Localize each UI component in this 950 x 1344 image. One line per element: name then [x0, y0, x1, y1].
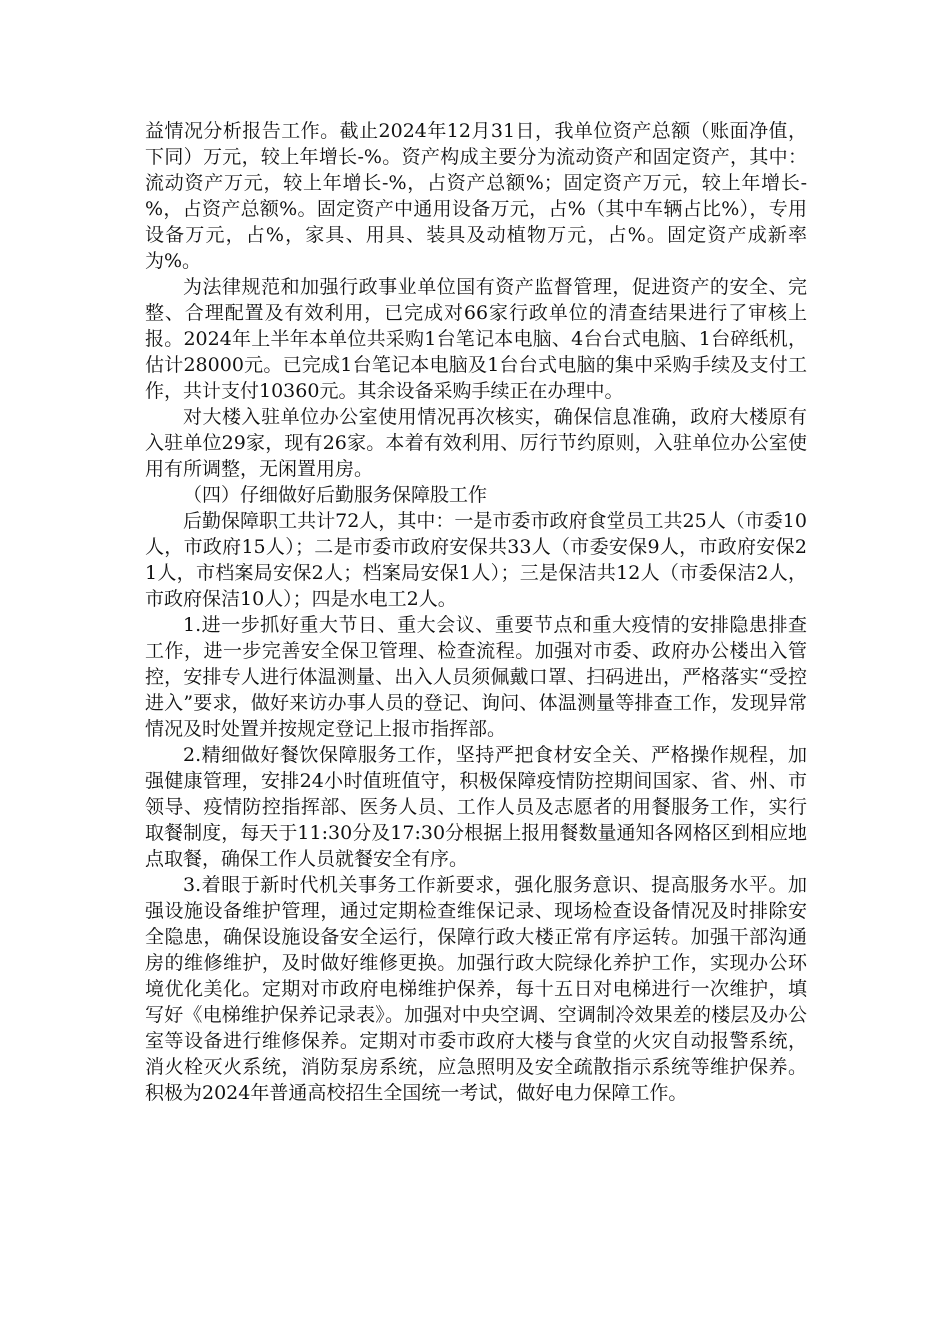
- paragraph-office-usage: 对大楼入驻单位办公室使用情况再次核实，确保信息准确，政府大楼原有入驻单位29家，现有26家。本着有效利用、厉行节约原则，入驻单位办公室使用有所调整，无闲置用房。: [145, 406, 807, 480]
- list-item-catering: 2.精细做好餐饮保障服务工作，坚持严把食材安全关、严格操作规程，加强健康管理，安排24小时值班值守，积极保障疫情防控期间国家、省、州、市领导、疫情防控指挥部、医务人员、工作人员及志愿者的用餐服务工作，实行取餐制度，每天于11:30分及17:30分根据上报用餐数量通知各网格区到相应地点取餐，确保工作人员就餐安全有序。: [145, 744, 807, 870]
- document-body: [145, 118, 807, 1106]
- section-heading-logistics: （四）仔细做好后勤服务保障股工作: [183, 484, 488, 506]
- list-item-facilities: 3.着眼于新时代机关事务工作新要求，强化服务意识、提高服务水平。加强设施设备维护管理，通过定期检查维保记录、现场检查设备情况及时排除安全隐患，确保设施设备安全运行，保障行政大楼正常有序运转。加强干部沟通房的维修维护，及时做好维修更换。加强行政大院绿化养护工作，实现办公环境优化美化。定期对市政府电梯维护保养，每十五日对电梯进行一次维护，填写好《电梯维护保养记录表》。加强对中央空调、空调制冷效果差的楼层及办公室等设备进行维修保养。定期对市委市政府大楼与食堂的火灾自动报警系统，消火栓灭火系统，消防泵房系统，应急照明及安全疏散指示系统等维护保养。积极为2024年普通高校招生全国统一考试，做好电力保障工作。: [145, 874, 807, 1104]
- paragraph-asset-management: 为法律规范和加强行政事业单位国有资产监督管理，促进资产的安全、完整、合理配置及有效利用，已完成对66家行政单位的清查结果进行了审核上报。2024年上半年本单位共采购1台笔记本电脑、4台台式电脑、1台碎纸机，估计28000元。已完成1台笔记本电脑及1台台式电脑的集中采购手续及支付工作，共计支付10360元。其余设备采购手续正在办理中。: [145, 276, 807, 402]
- paragraph-asset-summary: 益情况分析报告工作。截止2024年12月31日，我单位资产总额（账面净值，下同）万元，较上年增长-%。资产构成主要分为流动资产和固定资产，其中：流动资产万元，较上年增长-%，占资产总额%；固定资产万元，较上年增长-%，占资产总额%。固定资产中通用设备万元，占%（其中车辆占比%），专用设备万元，占%，家具、用具、装具及动植物万元，占%。固定资产成新率为%。: [145, 120, 807, 272]
- list-item-security: 1.进一步抓好重大节日、重大会议、重要节点和重大疫情的安排隐患排查工作，进一步完善安全保卫管理、检查流程。加强对市委、政府办公楼出入管控，安排专人进行体温测量、出入人员须佩戴口罩、扫码进出，严格落实“受控进入”要求，做好来访办事人员的登记、询问、体温测量等排查工作，发现异常情况及时处置并按规定登记上报市指挥部。: [145, 614, 807, 740]
- paragraph-logistics-staff: 后勤保障职工共计72人，其中：一是市委市政府食堂员工共25人（市委10人，市政府15人）；二是市委市政府安保共33人（市委安保9人，市政府安保21人，市档案局安保2人；档案局安保1人）；三是保洁共12人（市委保洁2人，市政府保洁10人）；四是水电工2人。: [145, 510, 807, 610]
